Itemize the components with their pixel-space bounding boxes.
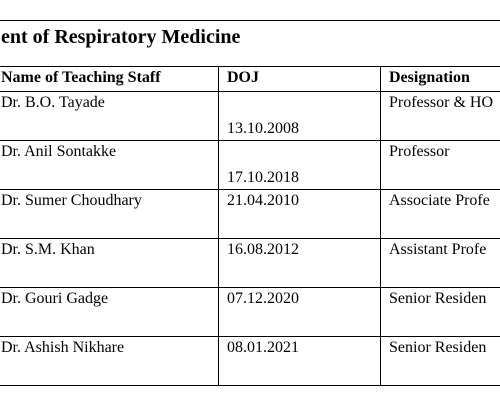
staff-doj: 21.04.2010 — [227, 192, 299, 209]
table-header-row — [0, 67, 500, 92]
cell-designation — [381, 190, 500, 239]
staff-designation: Associate Profe — [389, 192, 490, 209]
staff-doj: 08.01.2021 — [227, 339, 299, 356]
cell-name — [0, 141, 219, 190]
staff-designation: Assistant Profe — [389, 241, 487, 258]
department-title: ent of Respiratory Medicine — [1, 26, 241, 48]
cell-name — [0, 239, 219, 288]
staff-designation: Professor & HO — [389, 94, 493, 111]
cell-doj — [219, 239, 381, 288]
header-doj-label: DOJ — [227, 69, 259, 86]
cell-name — [0, 92, 219, 141]
staff-doj: 13.10.2008 — [227, 120, 299, 137]
document-page — [0, 20, 500, 409]
cell-name — [0, 337, 219, 386]
cell-doj — [219, 288, 381, 337]
cell-designation — [381, 288, 500, 337]
cell-designation — [381, 92, 500, 141]
table-row — [0, 239, 500, 288]
cell-doj — [219, 337, 381, 386]
cell-name — [0, 288, 219, 337]
staff-designation: Professor — [389, 143, 450, 160]
cell-designation — [381, 239, 500, 288]
staff-name: Dr. Sumer Choudhary — [1, 192, 142, 209]
staff-designation: Senior Residen — [389, 339, 487, 356]
staff-name: Dr. Gouri Gadge — [1, 290, 109, 307]
staff-name: Dr. B.O. Tayade — [1, 94, 105, 111]
cell-doj — [219, 141, 381, 190]
table-row — [0, 190, 500, 239]
header-designation — [381, 67, 500, 92]
cell-name — [0, 190, 219, 239]
staff-doj: 17.10.2018 — [227, 169, 299, 186]
header-name-label: Name of Teaching Staff — [1, 69, 161, 86]
header-designation-label: Designation — [389, 69, 470, 86]
staff-name: Dr. S.M. Khan — [1, 241, 95, 258]
staff-designation: Senior Residen — [389, 290, 487, 307]
cell-designation — [381, 337, 500, 386]
table-row — [0, 141, 500, 190]
table-row — [0, 92, 500, 141]
staff-name: Dr. Ashish Nikhare — [1, 339, 125, 356]
table-row — [0, 337, 500, 386]
title-row — [0, 20, 500, 66]
staff-doj: 16.08.2012 — [227, 241, 299, 258]
cell-doj — [219, 92, 381, 141]
cell-designation — [381, 141, 500, 190]
staff-doj: 07.12.2020 — [227, 290, 299, 307]
cell-doj — [219, 190, 381, 239]
staff-table — [0, 66, 500, 386]
staff-name: Dr. Anil Sontakke — [1, 143, 117, 160]
header-doj — [219, 67, 381, 92]
table-row — [0, 288, 500, 337]
header-name — [0, 67, 219, 92]
